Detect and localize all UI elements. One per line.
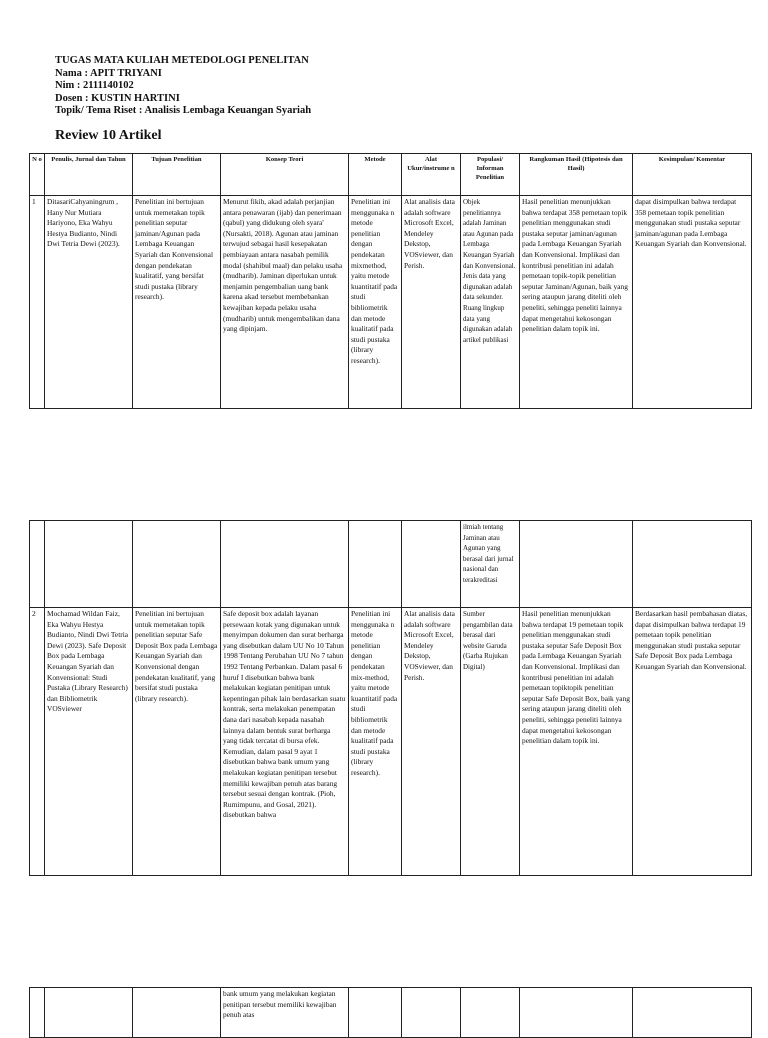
cell-konsep: Safe deposit box adalah layanan persewaan kotak yang digunakan untuk menyimpan dokumen dan surat berharga yang disebutkan dalam UU No 10 Tahun 1998 Tentang Perubahan UU No 7 tahun 1992 Tentang Perbankan. Dalam pasal 6 huruf I disebutkan bahwa bank melakukan kegiatan penitipan untuk kepentingan pihak lain berdasarkan suatu kontrak, serta melakukan penempatan dana dari nasabah kepada nasabah lainnya dalam bentuk surat berharga yang tidak tercatat di bursa efek. Kemudian, dalam pasal 9 ayat 1 disebutkan bahwa bank umum yang melakukan kegiatan penitipan tersebut memiliki kewajiban penuh atas barang tersebut sesuai dengan kontrak. (Pioh, Rumimpunu, and Gosal, 2021). disebutkan bahwa <box>221 608 349 876</box>
cell-metode: Penelitian ini menggunaka n metode penelitian dengan pendekatan mixmethod, yaitu metode kuantitatif pada studi bibliometrik dan metode kualitatif pada studi pustaka (library research). <box>349 196 402 409</box>
cell-kesimpulan <box>633 988 752 1038</box>
review-table-continued <box>29 520 752 876</box>
cell-populasi: Sumber pengambilan data berasal dari website Garuda (Garba Rujukan Digital) <box>461 608 520 876</box>
student-nim: Nim : 2111140102 <box>55 80 134 92</box>
header-alat: Alat Ukur/instrume n <box>402 154 461 196</box>
cell-konsep: Menurut fikih, akad adalah perjanjian antara penawaran (ijab) dan penerimaan (qabul) yang didukung oleh syara' (Nursakti, 2018). Agunan atau jaminan terwujud sebagai hasil kesepakatan pembiayaan antara nasabah pemilik modal (shahibul maal) dan pelaku usaha (mudharib). Jaminan diperlukan untuk menjamin pengembalian uang bank karena akad tersebut membebankan kewajiban kepada pelaku usaha (mudharib) untuk mengembalikan dana yang dipinjam. <box>221 196 349 409</box>
header-penulis: Penulis, Jurnal dan Tahun <box>45 154 133 196</box>
cell-konsep: bank umum yang melakukan kegiatan penitipan tersebut memiliki kewajiban penuh atas <box>221 988 349 1038</box>
cell-konsep <box>221 521 349 608</box>
cell-tujuan: Penelitian ini bertujuan untuk memetakan topik penelitian seputar jaminan/Agunan pada Lembaga Keuangan Syariah dan Konvensional dengan pendekatan kualitatif, yang bersifat studi pustaka (library research). <box>133 196 221 409</box>
cell-metode <box>349 988 402 1038</box>
cell-no: 2 <box>30 608 45 876</box>
cell-alat <box>402 988 461 1038</box>
research-topic: Topik/ Tema Riset : Analisis Lembaga Keuangan Syariah <box>55 105 312 117</box>
lecturer-name: Dosen : KUSTIN HARTINI <box>55 92 180 104</box>
table-row <box>30 521 752 608</box>
cell-alat: Alat analisis data adalah software Microsoft Excel, Mendeley Dekstop, VOSviewer, dan Perish. <box>402 608 461 876</box>
header-tujuan: Tujuan Penelitian <box>133 154 221 196</box>
cell-hasil <box>520 521 633 608</box>
cell-tujuan <box>133 521 221 608</box>
cell-hasil: Hasil penelitian menunjukkan bahwa terdapat 358 pemetaan topik penelitian menggunakan studi pustaka seputar jaminan/agunan pada Lembaga Keuangan Syariah dan Konvensional. Implikasi dan kontribusi penelitian ini adalah pemetaan topik-topik penelitian seputar Jaminan/Agunan, baik yang sering ataupun jarang diteliti oleh peneliti, sehingga peneliti lainnya dapat mengetahui kekosongan penelitian dalam topik ini. <box>520 196 633 409</box>
cell-no <box>30 521 45 608</box>
cell-penulis <box>45 988 133 1038</box>
course-title: TUGAS MATA KULIAH METEDOLOGI PENELITAN <box>55 55 309 66</box>
cell-populasi: Objek penelitiannya adalah Jaminan atau Agunan pada Lembaga Keuangan Syariah dan Konvensional. Jenis data yang digunakan adalah data sekunder. Ruang lingkup data yang digunakan adalah artikel publikasi <box>461 196 520 409</box>
cell-alat <box>402 521 461 608</box>
cell-no <box>30 988 45 1038</box>
cell-populasi <box>461 988 520 1038</box>
cell-kesimpulan: Berdasarkan hasil pembahasan diatas, dapat disimpulkan bahwa terdapat 19 pemetaan topik penelitian menggunakan studi pustaka seputar Safe Deposit Box pada Lembaga Keuangan Syariah dan Konvensional. <box>633 608 752 876</box>
cell-penulis: DitasariCahyaningrum , Hany Nur Mutiara Hariyono, Eka Wahyu Hestya Budianto, Nindi Dwi Tetria Dewi (2023). <box>45 196 133 409</box>
header-populasi: Populasi/ Informan Penelitian <box>461 154 520 196</box>
header-no: N o <box>30 154 45 196</box>
header-konsep: Konsep Teori <box>221 154 349 196</box>
table-row <box>30 988 752 1038</box>
review-table-continued-2 <box>29 987 752 1038</box>
cell-hasil: Hasil penelitian menunjukkan bahwa terdapat 19 pemetaan topik penelitian menggunakan studi pustaka seputar Safe Deposit Box pada Lembaga Keuangan Syariah dan Konvensional. Implikasi dan kontribusi penelitian ini adalah pemetaan topiktopik penelitian seputar Safe Deposit Box, baik yang sering ataupun jarang diteliti oleh peneliti, sehingga peneliti lainnya dapat mengetahui kekosongan penelitian dalam topik ini. <box>520 608 633 876</box>
cell-metode: Penelitian ini menggunaka n metode penelitian dengan pendekatan mix-method, yaitu metode kuantitatif pada studi bibliometrik dan metode kualitatif pada studi pustaka (library research). <box>349 608 402 876</box>
cell-kesimpulan <box>633 521 752 608</box>
student-name: Nama : APIT TRIYANI <box>55 67 162 79</box>
cell-no: 1 <box>30 196 45 409</box>
cell-populasi: ilmiah tentang Jaminan atau Agunan yang berasal dari jurnal nasional dan terakreditasi <box>461 521 520 608</box>
header-hasil: Rangkuman Hasil (Hipotesis dan Hasil) <box>520 154 633 196</box>
header-kesimpulan: Kesimpulan/ Komentar <box>633 154 752 196</box>
review-title: Review 10 Artikel <box>55 128 162 143</box>
cell-penulis <box>45 521 133 608</box>
cell-tujuan <box>133 988 221 1038</box>
cell-alat: Alat analisis data adalah software Microsoft Excel, Mendeley Dekstop, VOSviewer, dan Perish. <box>402 196 461 409</box>
header-metode: Metode <box>349 154 402 196</box>
table-header-row <box>30 154 752 196</box>
cell-tujuan: Penelitian ini bertujuan untuk memetakan topik penelitian seputar Safe Deposit Box pada Lembaga Keuangan Syariah dan Konvensional dengan pendekatan kualitatif, yang bersifat studi pustaka (library research). <box>133 608 221 876</box>
cell-kesimpulan: dapat disimpulkan bahwa terdapat 358 pemetaan topik penelitian menggunakan studi pustaka seputar jaminan/agunan pada Lembaga Keuangan Syariah dan Konvensional. <box>633 196 752 409</box>
cell-penulis: Mochamad Wildan Faiz, Eka Wahyu Hestya Budianto, Nindi Dwi Tetria Dewi (2023). Safe Deposit Box pada Lembaga Keuangan Syariah dan Konvensional: Studi Pustaka (Library Research) dan Bibliometrik VOSviewer <box>45 608 133 876</box>
table-row <box>30 196 752 409</box>
cell-hasil <box>520 988 633 1038</box>
cell-metode <box>349 521 402 608</box>
table-row <box>30 608 752 876</box>
document-header <box>55 55 311 118</box>
review-table <box>29 153 752 409</box>
